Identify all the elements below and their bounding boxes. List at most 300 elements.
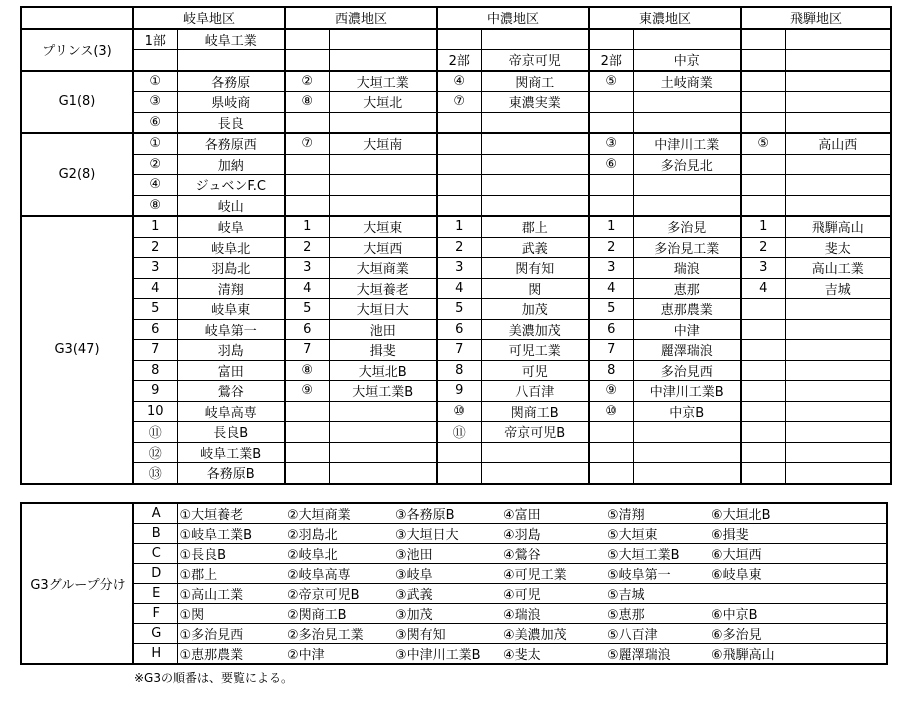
group-row (21, 544, 887, 564)
team-cell (785, 92, 891, 113)
group-row (21, 624, 887, 644)
group-letter: H (133, 644, 177, 665)
rank-cell (741, 401, 785, 422)
team-cell: 帝京可児B (481, 422, 589, 443)
area-header: 岐阜地区 (133, 7, 285, 29)
rank-cell (589, 195, 633, 216)
rank-cell (741, 112, 785, 133)
table-row (21, 381, 891, 402)
rank-cell: 3 (285, 258, 329, 279)
rank-cell: 1 (437, 216, 481, 237)
rank-cell (741, 299, 785, 320)
rank-cell: 1 (133, 216, 177, 237)
table-row (21, 154, 891, 175)
team-cell: 各務原西 (177, 133, 285, 154)
group-team: ⑤八百津 (605, 624, 709, 644)
team-cell (177, 50, 285, 71)
team-cell (329, 175, 437, 196)
rank-cell: 2部 (437, 50, 481, 71)
team-cell: ジュベンF.C (177, 175, 285, 196)
rank-cell (437, 175, 481, 196)
rank-cell (285, 442, 329, 463)
group-team: ④可児 (501, 584, 605, 604)
team-cell: 中津川工業B (633, 381, 741, 402)
rank-cell: ⑨ (589, 381, 633, 402)
table-row (21, 299, 891, 320)
table-row (21, 195, 891, 216)
group-row (21, 584, 887, 604)
rank-cell: 6 (133, 319, 177, 340)
area-header: 東濃地区 (589, 7, 741, 29)
group-letter: G (133, 624, 177, 644)
rank-cell: ⑬ (133, 463, 177, 484)
rank-cell (741, 175, 785, 196)
group-team: ④瑞浪 (501, 604, 605, 624)
group-letter: E (133, 584, 177, 604)
group-team: ②関商工B (285, 604, 393, 624)
team-cell (785, 319, 891, 340)
g3-group-table (20, 502, 888, 665)
table-row (21, 92, 891, 113)
rank-cell: 7 (133, 340, 177, 361)
team-cell (481, 442, 589, 463)
group-team: ③関有知 (393, 624, 501, 644)
group-team: ⑥中京B (709, 604, 789, 624)
group-filler (789, 524, 887, 544)
team-cell: 富田 (177, 360, 285, 381)
group-team: ①長良B (177, 544, 285, 564)
group-filler (789, 624, 887, 644)
team-cell: 加納 (177, 154, 285, 175)
rank-cell: ② (133, 154, 177, 175)
table-row (21, 50, 891, 71)
team-cell: 長良 (177, 112, 285, 133)
team-cell: 高山西 (785, 133, 891, 154)
group-team: ⑥岐阜東 (709, 564, 789, 584)
rank-cell (285, 29, 329, 50)
team-cell: 恵那 (633, 278, 741, 299)
group-team: ⑥飛騨高山 (709, 644, 789, 665)
rank-cell: 6 (285, 319, 329, 340)
rank-cell: 4 (589, 278, 633, 299)
team-cell (785, 463, 891, 484)
group-team: ④斐太 (501, 644, 605, 665)
group-team: ③中津川工業B (393, 644, 501, 665)
team-cell (785, 195, 891, 216)
team-cell: 岐阜第一 (177, 319, 285, 340)
team-cell: 瑞浪 (633, 258, 741, 279)
team-cell: 吉城 (785, 278, 891, 299)
team-cell (633, 463, 741, 484)
section-label: プリンス(3) (21, 29, 133, 71)
group-letter: F (133, 604, 177, 624)
group-team: ④鶯谷 (501, 544, 605, 564)
team-cell: 関 (481, 278, 589, 299)
group-team: ②岐阜北 (285, 544, 393, 564)
team-cell: 斐太 (785, 237, 891, 258)
team-cell: 土岐商業 (633, 71, 741, 92)
area-header: 中濃地区 (437, 7, 589, 29)
group-team: ②中津 (285, 644, 393, 665)
group-team: ①恵那農業 (177, 644, 285, 665)
rank-cell (741, 422, 785, 443)
team-cell: 大垣工業 (329, 71, 437, 92)
group-filler (789, 564, 887, 584)
group-team: ⑤清翔 (605, 503, 709, 524)
rank-cell: 1 (285, 216, 329, 237)
rank-cell (741, 360, 785, 381)
team-cell: 大垣北 (329, 92, 437, 113)
table-row (21, 258, 891, 279)
team-cell: 大垣日大 (329, 299, 437, 320)
group-team: ①岐阜工業B (177, 524, 285, 544)
team-cell: 池田 (329, 319, 437, 340)
team-cell: 中京 (633, 50, 741, 71)
team-cell (785, 71, 891, 92)
team-cell: 中京B (633, 401, 741, 422)
group-row (21, 524, 887, 544)
group-team: ④羽島 (501, 524, 605, 544)
group-team: ⑤大垣東 (605, 524, 709, 544)
group-letter: C (133, 544, 177, 564)
team-cell (785, 360, 891, 381)
rank-cell: ⑦ (437, 92, 481, 113)
team-cell: 岐阜 (177, 216, 285, 237)
team-cell: 可児工業 (481, 340, 589, 361)
group-team: ①大垣養老 (177, 503, 285, 524)
team-cell: 高山工業 (785, 258, 891, 279)
rank-cell: ④ (437, 71, 481, 92)
rank-cell (589, 29, 633, 50)
team-cell (785, 299, 891, 320)
rank-cell (285, 463, 329, 484)
rank-cell: 2 (437, 237, 481, 258)
team-cell (633, 442, 741, 463)
group-team: ⑤吉城 (605, 584, 709, 604)
rank-cell: 3 (437, 258, 481, 279)
rank-cell: 9 (133, 381, 177, 402)
section-label: G2(8) (21, 133, 133, 216)
rank-cell: 5 (589, 299, 633, 320)
rank-cell: ⑩ (589, 401, 633, 422)
team-cell: 郡上 (481, 216, 589, 237)
rank-cell (589, 175, 633, 196)
group-filler (789, 604, 887, 624)
group-team: ②多治見工業 (285, 624, 393, 644)
rank-cell: ④ (133, 175, 177, 196)
group-row (21, 564, 887, 584)
team-cell: 東濃実業 (481, 92, 589, 113)
table-row (21, 463, 891, 484)
team-cell (785, 340, 891, 361)
rank-cell: ⑫ (133, 442, 177, 463)
team-cell (481, 154, 589, 175)
group-team: ④可児工業 (501, 564, 605, 584)
team-cell: 多治見工業 (633, 237, 741, 258)
team-cell (785, 401, 891, 422)
team-cell: 飛騨高山 (785, 216, 891, 237)
team-cell: 鶯谷 (177, 381, 285, 402)
team-cell: 加茂 (481, 299, 589, 320)
group-team: ⑥多治見 (709, 624, 789, 644)
rank-cell: 4 (741, 278, 785, 299)
team-cell: 多治見北 (633, 154, 741, 175)
table-row (21, 422, 891, 443)
rank-cell: 2 (589, 237, 633, 258)
rank-cell: 5 (133, 299, 177, 320)
team-cell (329, 50, 437, 71)
team-cell (785, 29, 891, 50)
rank-cell (589, 442, 633, 463)
team-cell: 岐阜東 (177, 299, 285, 320)
rank-cell: ③ (589, 133, 633, 154)
group-row (21, 604, 887, 624)
group-filler (789, 644, 887, 665)
rank-cell (285, 401, 329, 422)
rank-cell: 7 (285, 340, 329, 361)
table-row (21, 133, 891, 154)
rank-cell: ⑨ (285, 381, 329, 402)
team-cell: 八百津 (481, 381, 589, 402)
team-cell: 多治見 (633, 216, 741, 237)
group-team: ②大垣商業 (285, 503, 393, 524)
team-cell (785, 112, 891, 133)
team-cell: 帝京可児 (481, 50, 589, 71)
rank-cell: ⑤ (589, 71, 633, 92)
rank-cell (589, 112, 633, 133)
rank-cell: 5 (285, 299, 329, 320)
section-label: G3(47) (21, 216, 133, 484)
group-team: ③大垣日大 (393, 524, 501, 544)
team-cell: 岐阜工業B (177, 442, 285, 463)
group-team: ②帝京可児B (285, 584, 393, 604)
table-row (21, 278, 891, 299)
team-cell (785, 175, 891, 196)
team-cell: 各務原B (177, 463, 285, 484)
rank-cell: ⑥ (133, 112, 177, 133)
team-cell (329, 195, 437, 216)
rank-cell (741, 50, 785, 71)
team-cell (633, 422, 741, 443)
area-header: 西濃地区 (285, 7, 437, 29)
group-team: ③武義 (393, 584, 501, 604)
rank-cell: ① (133, 133, 177, 154)
group-team: ②羽島北 (285, 524, 393, 544)
group-letter: B (133, 524, 177, 544)
group-filler (789, 584, 887, 604)
team-cell: 羽島 (177, 340, 285, 361)
group-row (21, 644, 887, 665)
team-cell: 大垣北B (329, 360, 437, 381)
rank-cell (285, 112, 329, 133)
group-filler (789, 503, 887, 524)
team-cell: 大垣商業 (329, 258, 437, 279)
group-team: ⑤恵那 (605, 604, 709, 624)
team-cell: 恵那農業 (633, 299, 741, 320)
group-team: ⑥揖斐 (709, 524, 789, 544)
team-cell (481, 463, 589, 484)
rank-cell (741, 29, 785, 50)
team-cell: 大垣西 (329, 237, 437, 258)
table-row (21, 442, 891, 463)
team-cell (481, 133, 589, 154)
group-letter: D (133, 564, 177, 584)
table-row (21, 237, 891, 258)
group-team: ④富田 (501, 503, 605, 524)
group-team: ⑤大垣工業B (605, 544, 709, 564)
table-row (21, 340, 891, 361)
group-team: ①郡上 (177, 564, 285, 584)
group-team: ⑤麗澤瑞浪 (605, 644, 709, 665)
rank-cell (741, 154, 785, 175)
team-cell: 関商工 (481, 71, 589, 92)
group-team: ③加茂 (393, 604, 501, 624)
group-team: ⑥大垣西 (709, 544, 789, 564)
team-cell: 大垣南 (329, 133, 437, 154)
rank-cell (285, 50, 329, 71)
team-cell (329, 29, 437, 50)
rank-cell (437, 442, 481, 463)
team-cell: 関有知 (481, 258, 589, 279)
rank-cell: ⑩ (437, 401, 481, 422)
team-cell (633, 175, 741, 196)
team-cell: 県岐商 (177, 92, 285, 113)
section-label: G1(8) (21, 71, 133, 134)
group-team: ①高山工業 (177, 584, 285, 604)
rank-cell: 3 (741, 258, 785, 279)
group-team: ①関 (177, 604, 285, 624)
rank-cell (437, 112, 481, 133)
group-team: ②岐阜高専 (285, 564, 393, 584)
team-cell (329, 442, 437, 463)
rank-cell: ⑧ (285, 92, 329, 113)
rank-cell: 3 (589, 258, 633, 279)
rank-cell: 2 (285, 237, 329, 258)
team-cell: 羽島北 (177, 258, 285, 279)
group-team (709, 584, 789, 604)
team-cell (481, 175, 589, 196)
team-cell (329, 463, 437, 484)
rank-cell (589, 463, 633, 484)
group-team: ①多治見西 (177, 624, 285, 644)
rank-cell: 1 (741, 216, 785, 237)
rank-cell: ⑥ (589, 154, 633, 175)
team-cell (481, 29, 589, 50)
team-cell: 武義 (481, 237, 589, 258)
group-team: ④美濃加茂 (501, 624, 605, 644)
rank-cell (741, 463, 785, 484)
team-cell (481, 195, 589, 216)
rank-cell (285, 422, 329, 443)
team-cell (633, 92, 741, 113)
group-section-label: G3グループ分け (21, 503, 133, 664)
rank-cell: 2 (133, 237, 177, 258)
team-cell: 中津 (633, 319, 741, 340)
rank-cell: 2 (741, 237, 785, 258)
group-team: ③池田 (393, 544, 501, 564)
team-cell: 岐阜高専 (177, 401, 285, 422)
team-cell: 中津川工業 (633, 133, 741, 154)
rank-cell (589, 422, 633, 443)
group-filler (789, 544, 887, 564)
team-cell: 可児 (481, 360, 589, 381)
team-cell (481, 112, 589, 133)
rank-cell: ⑦ (285, 133, 329, 154)
rank-cell: 9 (437, 381, 481, 402)
team-cell: 大垣東 (329, 216, 437, 237)
rank-cell: ① (133, 71, 177, 92)
rank-cell: 7 (437, 340, 481, 361)
rank-cell: 1 (589, 216, 633, 237)
rank-cell: 2部 (589, 50, 633, 71)
group-team: ⑤岐阜第一 (605, 564, 709, 584)
league-assignment-table (20, 6, 892, 485)
team-cell (785, 442, 891, 463)
team-cell: 清翔 (177, 278, 285, 299)
team-cell: 多治見西 (633, 360, 741, 381)
rank-cell (741, 442, 785, 463)
rank-cell: 4 (437, 278, 481, 299)
rank-cell: 1部 (133, 29, 177, 50)
team-cell: 揖斐 (329, 340, 437, 361)
table-row (21, 401, 891, 422)
rank-cell (741, 71, 785, 92)
group-team: ⑥大垣北B (709, 503, 789, 524)
rank-cell: ⑤ (741, 133, 785, 154)
team-cell (329, 154, 437, 175)
team-cell (785, 422, 891, 443)
rank-cell: 8 (437, 360, 481, 381)
rank-cell (285, 195, 329, 216)
rank-cell (741, 92, 785, 113)
rank-cell: ⑪ (437, 422, 481, 443)
rank-cell: 5 (437, 299, 481, 320)
rank-cell: 8 (133, 360, 177, 381)
rank-cell: ⑧ (285, 360, 329, 381)
table-row (21, 71, 891, 92)
rank-cell (741, 381, 785, 402)
rank-cell: 6 (437, 319, 481, 340)
group-letter: A (133, 503, 177, 524)
rank-cell (741, 195, 785, 216)
team-cell: 美濃加茂 (481, 319, 589, 340)
rank-cell: ③ (133, 92, 177, 113)
team-cell (329, 112, 437, 133)
rank-cell: 10 (133, 401, 177, 422)
rank-cell (285, 175, 329, 196)
rank-cell (285, 154, 329, 175)
team-cell: 麗澤瑞浪 (633, 340, 741, 361)
rank-cell: ⑧ (133, 195, 177, 216)
rank-cell (741, 319, 785, 340)
team-cell (329, 401, 437, 422)
table-row (21, 112, 891, 133)
team-cell: 各務原 (177, 71, 285, 92)
rank-cell: 8 (589, 360, 633, 381)
table-row (21, 216, 891, 237)
rank-cell (589, 92, 633, 113)
team-cell: 岐山 (177, 195, 285, 216)
team-cell (633, 29, 741, 50)
team-cell: 岐阜北 (177, 237, 285, 258)
team-cell (785, 381, 891, 402)
team-cell: 関商工B (481, 401, 589, 422)
rank-cell (133, 50, 177, 71)
rank-cell: ⑪ (133, 422, 177, 443)
rank-cell: 3 (133, 258, 177, 279)
team-cell (633, 195, 741, 216)
rank-cell (437, 133, 481, 154)
